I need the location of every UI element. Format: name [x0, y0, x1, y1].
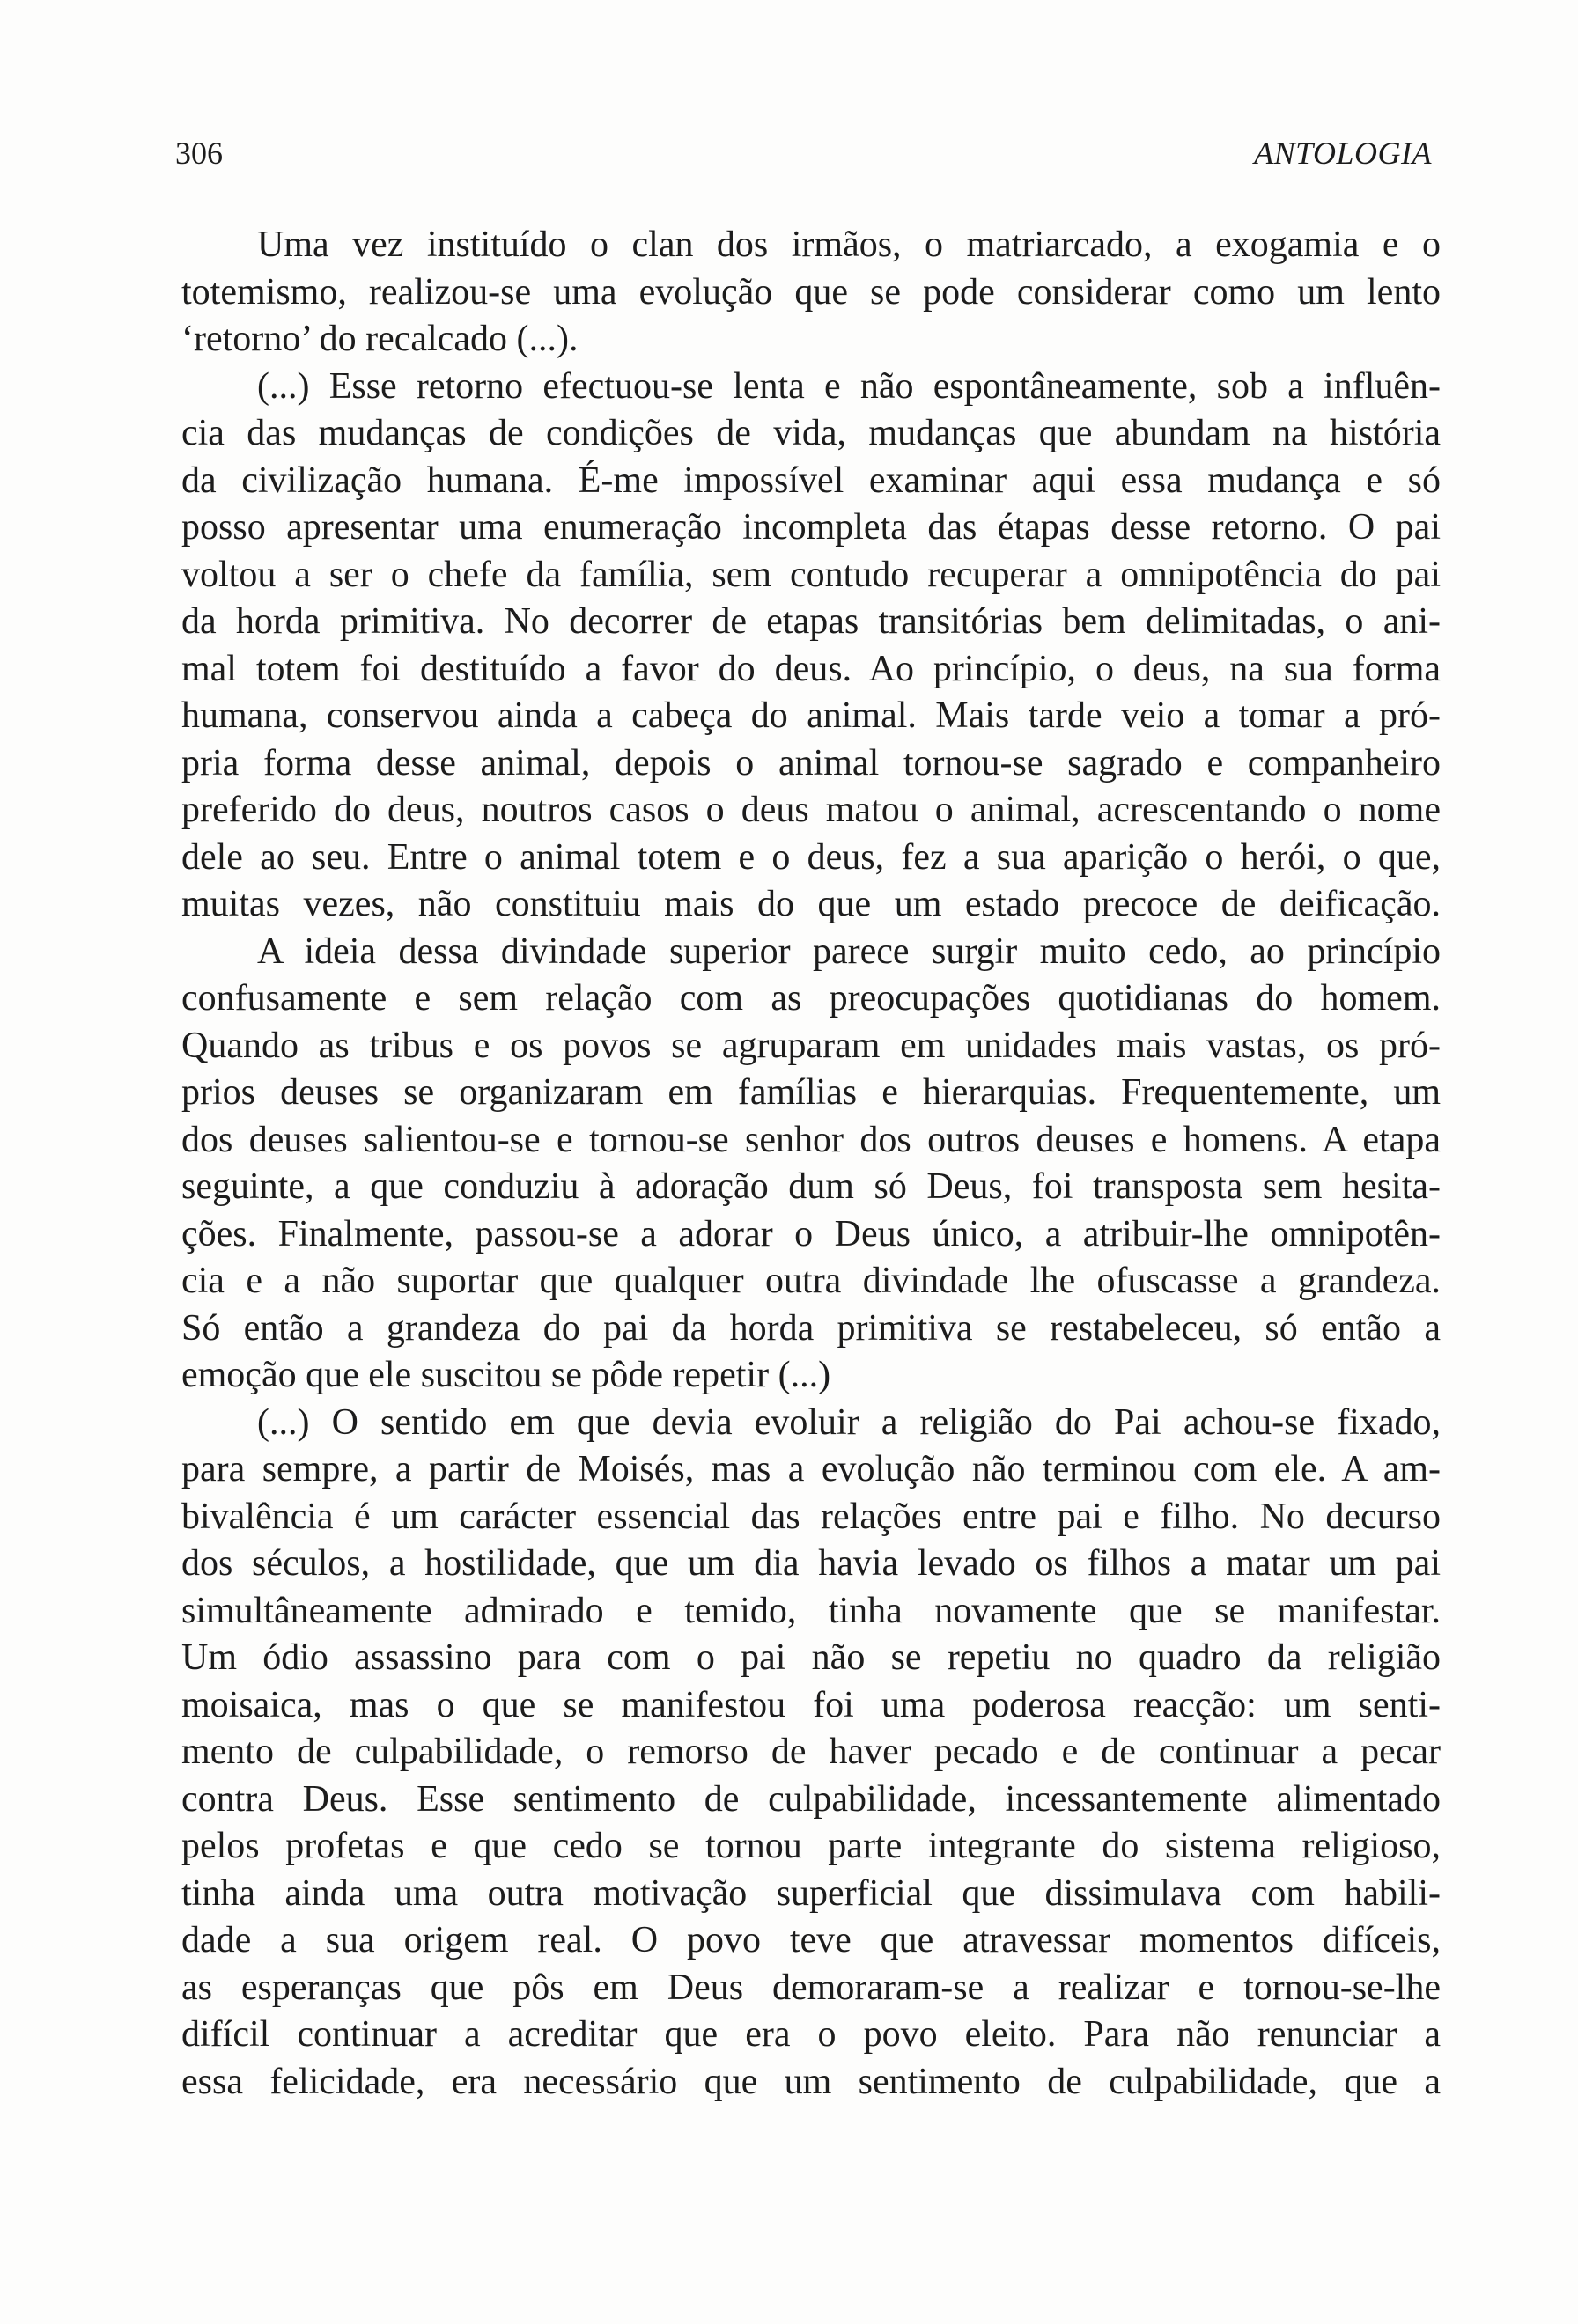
text-line: moisaica, mas o que se manifestou foi uma poderosa reacção: um senti-	[181, 1684, 1441, 1725]
text-line: Quando as tribus e os povos se agruparam em unidades mais vastas, os pró-	[181, 1025, 1441, 1066]
text-line: A ideia dessa divindade superior parece surgir muito cedo, ao princípio	[257, 930, 1441, 972]
text-line: simultâneamente admirado e temido, tinha novamente que se manifestar.	[181, 1590, 1441, 1631]
text-line: confusamente e sem relação com as preocupações quotidianas do homem.	[181, 978, 1441, 1019]
text-line: bivalência é um carácter essencial das relações entre pai e filho. No decurso	[181, 1496, 1441, 1537]
text-line: difícil continuar a acreditar que era o povo eleito. Para não renunciar a	[181, 2014, 1441, 2055]
text-line: ‘retorno’ do recalcado (...).	[181, 319, 579, 359]
text-line: dos deuses salientou-se e tornou-se senhor dos outros deuses e homens. A etapa	[181, 1119, 1441, 1160]
text-line: para sempre, a partir de Moisés, mas a evolução não terminou com ele. A am-	[181, 1449, 1441, 1489]
text-line: prios deuses se organizaram em famílias e hierarquias. Frequentemente, um	[181, 1072, 1441, 1113]
text-line: as esperanças que pôs em Deus demoraram-se a realizar e tornou-se-lhe	[181, 1967, 1441, 2008]
paragraph	[181, 222, 1441, 364]
text-line: Só então a grandeza do pai da horda primitiva se restabeleceu, só então a	[181, 1307, 1441, 1349]
running-title: ANTOLOGIA	[1254, 136, 1432, 171]
text-line: Um ódio assassino para com o pai não se repetiu no quadro da religião	[181, 1637, 1441, 1678]
text-line: preferido do deus, noutros casos o deus matou o animal, acrescentando o nome	[181, 790, 1441, 830]
text-line: tinha ainda uma outra motivação superficial que dissimulava com habili-	[181, 1872, 1441, 1914]
page-number: 306	[175, 136, 223, 171]
body-text	[181, 222, 1441, 2106]
text-line: essa felicidade, era necessário que um sentimento de culpabilidade, que a	[181, 2061, 1441, 2102]
text-line: pria forma desse animal, depois o animal tornou-se sagrado e companheiro	[181, 742, 1441, 783]
text-line: Uma vez instituído o clan dos irmãos, o matriarcado, a exogamia e o	[257, 224, 1441, 265]
paragraph	[181, 929, 1441, 1400]
text-line: da civilização humana. É-me impossível examinar aqui essa mudança e só	[181, 460, 1441, 501]
text-line: emoção que ele suscitou se pôde repetir (...)	[181, 1355, 831, 1395]
text-line: humana, conservou ainda a cabeça do animal. Mais tarde veio a tomar a pró-	[181, 695, 1441, 736]
text-line: contra Deus. Esse sentimento de culpabilidade, incessantemente alimentado	[181, 1778, 1441, 1820]
text-line: seguinte, a que conduziu à adoração dum só Deus, foi transposta sem hesita-	[181, 1166, 1441, 1207]
text-line: pelos profetas e que cedo se tornou parte integrante do sistema religioso,	[181, 1826, 1441, 1866]
text-line: posso apresentar uma enumeração incompleta das étapas desse retorno. O pai	[181, 507, 1441, 548]
text-line: dos séculos, a hostilidade, que um dia havia levado os filhos a matar um pai	[181, 1543, 1441, 1584]
text-line: muitas vezes, não constituiu mais do que um estado precoce de deificação.	[181, 884, 1441, 924]
paragraph	[181, 364, 1441, 929]
text-line: mal totem foi destituído a favor do deus. Ao princípio, o deus, na sua forma	[181, 648, 1441, 689]
text-line: (...) O sentido em que devia evoluir a religião do Pai achou-se fixado,	[257, 1401, 1441, 1443]
text-line: mento de culpabilidade, o remorso de haver pecado e de continuar a pecar	[181, 1732, 1441, 1772]
text-line: cia e a não suportar que qualquer outra divindade lhe ofuscasse a grandeza.	[181, 1261, 1441, 1301]
text-line: dele ao seu. Entre o animal totem e o deus, fez a sua aparição o herói, o que,	[181, 836, 1441, 878]
running-header	[175, 129, 1432, 177]
paragraph	[181, 1400, 1441, 2107]
text-line: da horda primitiva. No decorrer de etapas transitórias bem delimitadas, o ani-	[181, 601, 1441, 642]
text-line: voltou a ser o chefe da família, sem contudo recuperar a omnipotência do pai	[181, 554, 1441, 595]
text-line: cia das mudanças de condições de vida, mudanças que abundam na história	[181, 413, 1441, 453]
text-line: (...) Esse retorno efectuou-se lenta e não espontâneamente, sob a influên-	[257, 365, 1441, 407]
text-line: dade a sua origem real. O povo teve que atravessar momentos difíceis,	[181, 1920, 1441, 1960]
text-line: totemismo, realizou-se uma evolução que se pode considerar como um lento	[181, 271, 1441, 313]
text-line: ções. Finalmente, passou-se a adorar o Deus único, a atribuir-lhe omnipotên-	[181, 1213, 1441, 1254]
